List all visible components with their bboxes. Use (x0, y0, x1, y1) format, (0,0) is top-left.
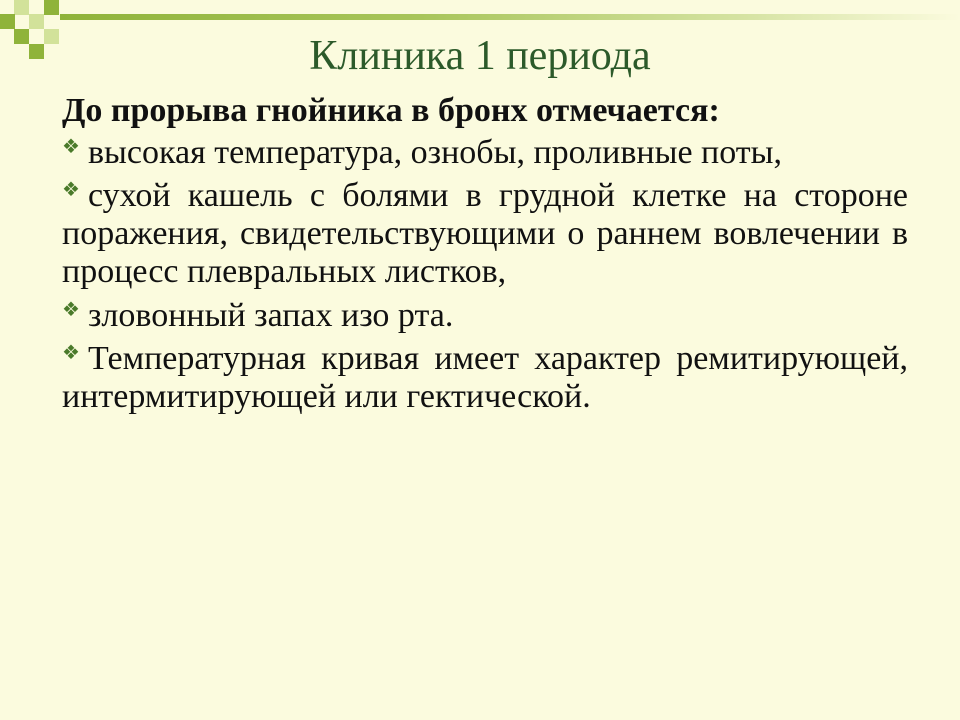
bullet-item (62, 297, 908, 335)
bullet-text: сухой кашель с болями в грудной клетке на стороне поражения, свидетельствующими о раннем вовлечении в процесс плевральных листков, (62, 177, 908, 290)
intro-text: До прорыва гнойника в бронх отмечается: (62, 92, 720, 129)
diamond-bullet-icon: ❖ (62, 342, 80, 365)
bullet-item (62, 177, 908, 290)
diamond-bullet-icon: ❖ (62, 298, 80, 321)
bullet-text: Температурная кривая имеет характер ремитирующей, интермитирующей или гектической. (62, 340, 908, 416)
header-bar (60, 14, 960, 20)
bullet-item (62, 134, 908, 172)
diamond-bullet-icon: ❖ (62, 135, 80, 158)
bullet-text: зловонный запах изо рта. (88, 296, 454, 334)
diamond-bullet-icon: ❖ (62, 179, 80, 202)
bullet-item (62, 340, 908, 415)
slide-title: Клиника 1 периода (309, 33, 651, 79)
decor-square (14, 0, 29, 15)
decor-square (44, 0, 59, 15)
decor-square (29, 14, 44, 29)
bullet-text: высокая температура, ознобы, проливные поты, (88, 133, 782, 171)
slide-content (62, 92, 908, 422)
decor-square (0, 14, 15, 29)
